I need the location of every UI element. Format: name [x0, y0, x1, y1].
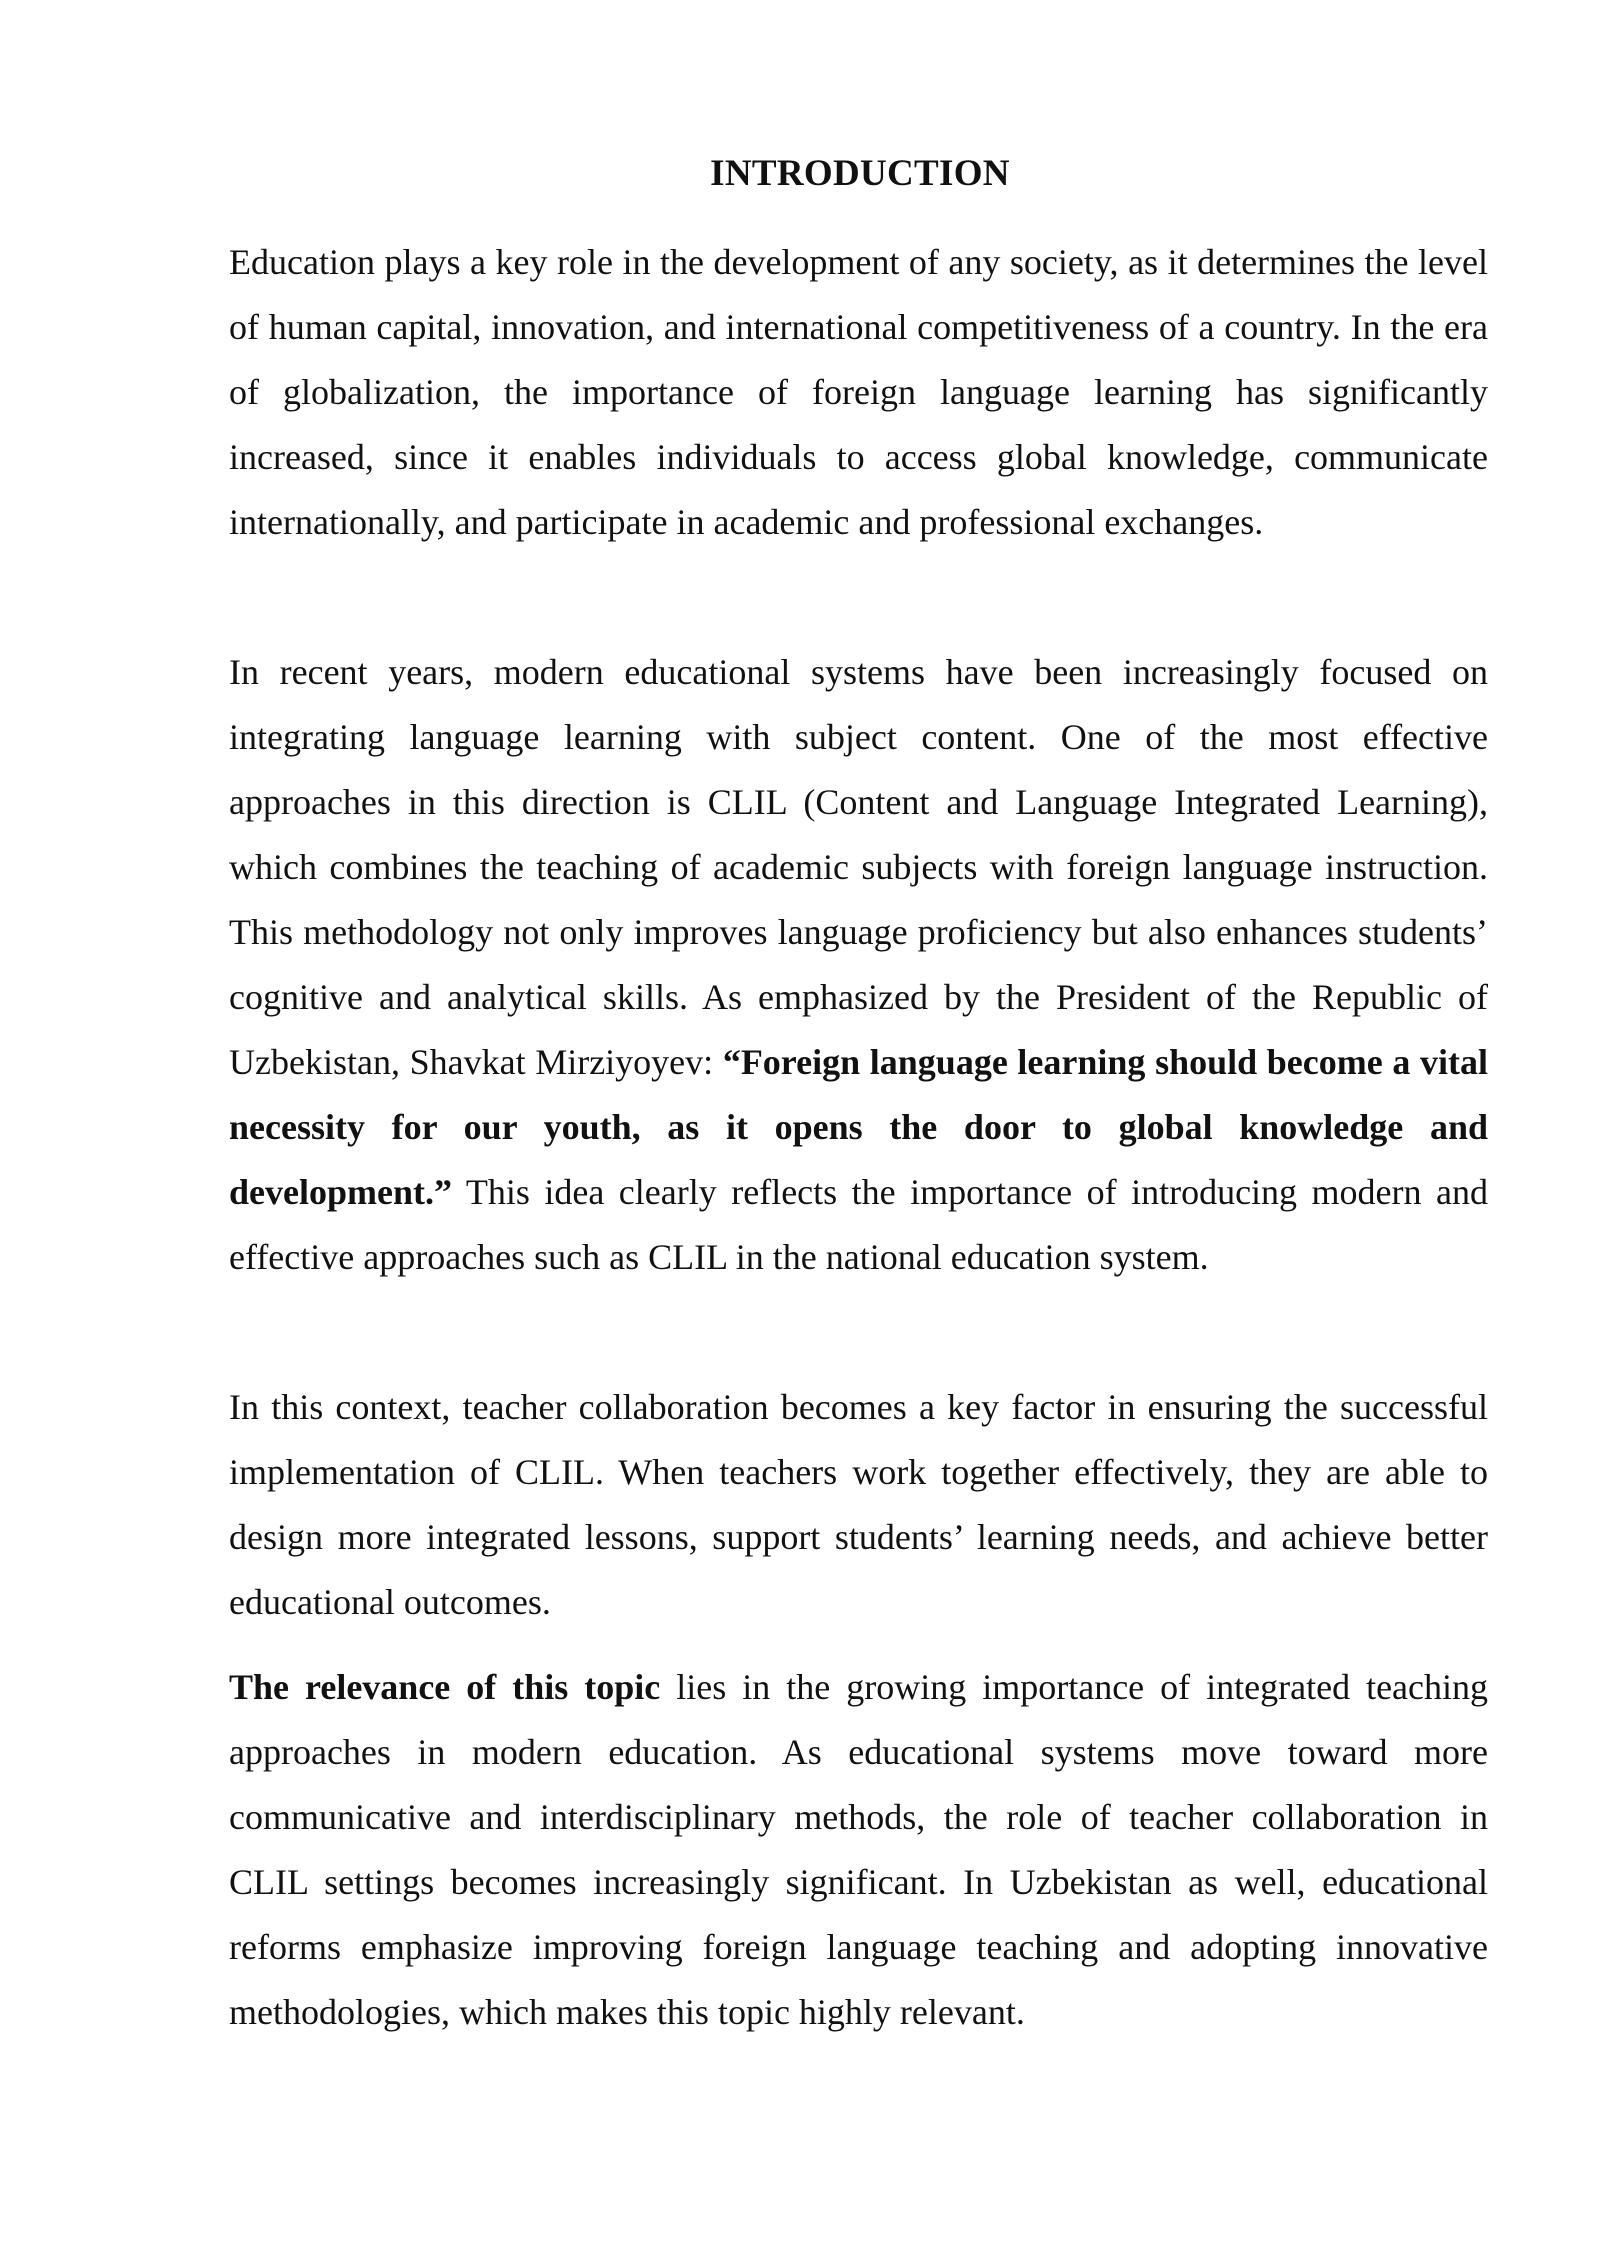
paragraph-education-role — [229, 230, 1488, 555]
paragraph-text: Education plays a key role in the development of any society, as it determines the level of human capital, innovation, and international competitiveness of a country. In the era of globalization, the importance of foreign language learning has significantly increased, since it enables individuals to access global knowledge, communicate internationally, and participate in academic and professional exchanges. — [229, 242, 1488, 542]
page-title: INTRODUCTION — [710, 153, 1010, 194]
president-quote: “Foreign language learning should become a vital necessity for our youth, as it opens the door to global knowledge and development.” — [229, 1042, 1488, 1212]
paragraph-text: In recent years, modern educational systems have been increasingly focused on integrating language learning with subject content. One of the most effective approaches in this direction is CLIL (Content and Language Integrated Learning), which combines the teaching of academic subjects with foreign language instruction. This methodology not only improves language proficiency but also enhances students’ cognitive and analytical skills. As emphasized by the President of the Republic of Uzbekistan, Shavkat Mirziyoyev: — [229, 652, 1488, 1082]
paragraph-teacher-collaboration — [229, 1375, 1488, 1635]
paragraph-clil-approach — [229, 640, 1488, 1290]
relevance-lead: The relevance of this topic — [229, 1667, 661, 1707]
paragraph-relevance — [229, 1655, 1488, 2045]
paragraph-text: lies in the growing importance of integrated teaching approaches in modern education. As educational systems move toward more communicative and interdisciplinary methods, the role of teacher collaboration in CLIL settings becomes increasingly significant. In Uzbekistan as well, educational reforms emphasize improving foreign language teaching and adopting innovative methodologies, which makes this topic highly relevant. — [229, 1667, 1489, 2032]
paragraph-text: In this context, teacher collaboration becomes a key factor in ensuring the successful implementation of CLIL. When teachers work together effectively, they are able to design more integrated lessons, support students’ learning needs, and achieve better educational outcomes. — [229, 1387, 1488, 1622]
paragraph-text: This idea clearly reflects the importance of introducing modern and effective approaches such as CLIL in the national education system. — [229, 1172, 1488, 1277]
